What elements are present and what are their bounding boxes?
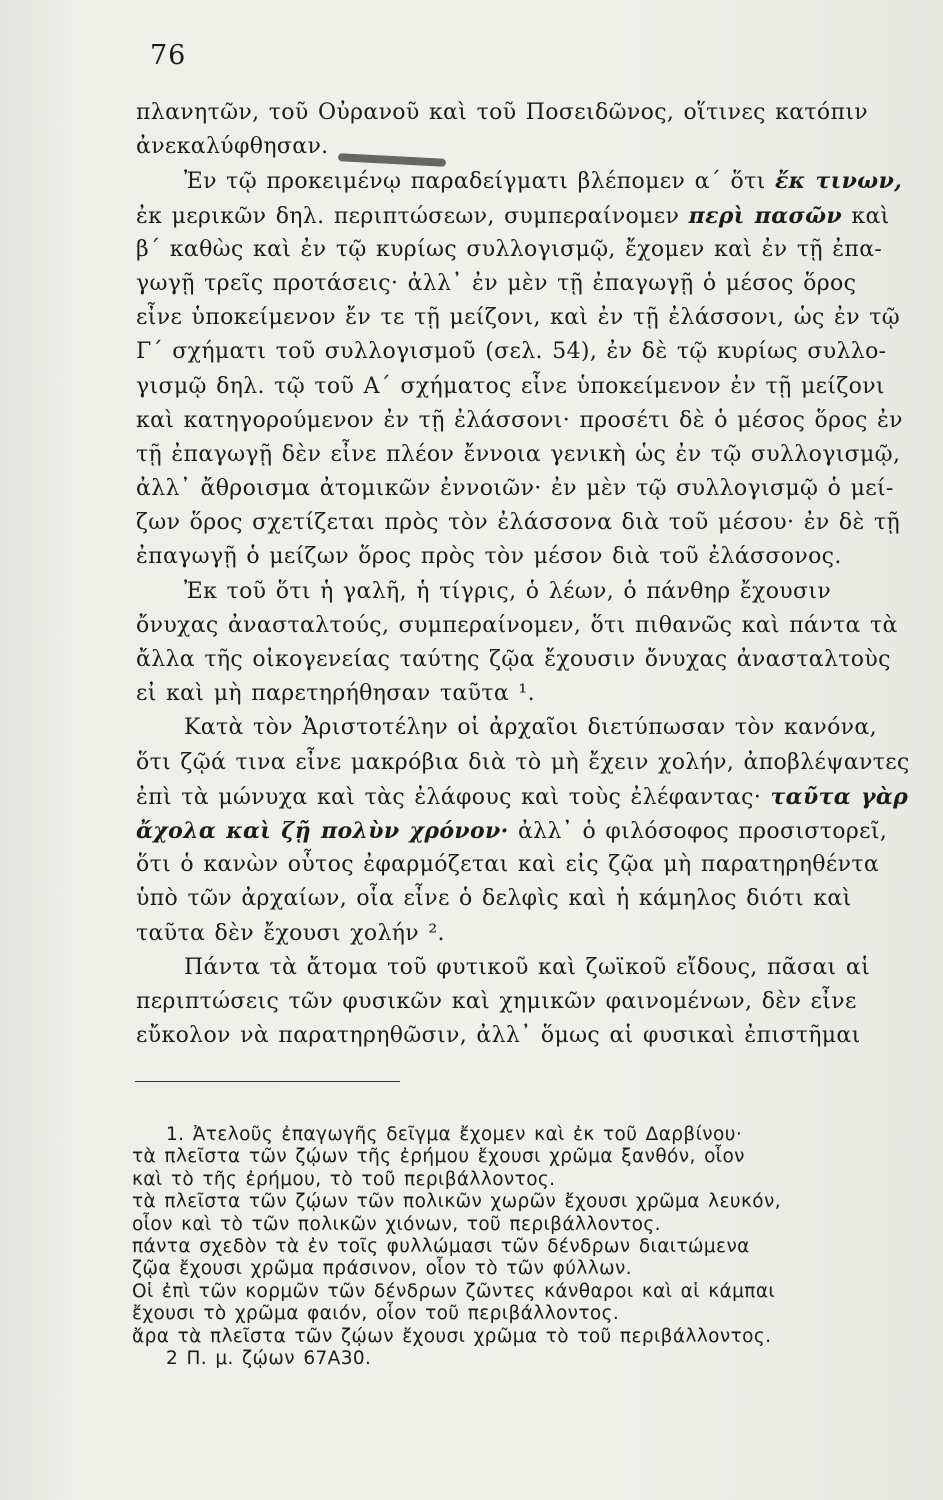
footnote-line: ζῷα ἔχουσι χρῶμα πράσινον, οἷον τὸ τῶν φύλλων.: [132, 1258, 632, 1280]
text-line: καὶ κατηγορούμενον ἐν τῇ ἐλάσσονι· προσέτι δὲ ὁ μέσος ὅρος ἐν: [136, 407, 903, 433]
text-line: εὔκολον νὰ παρατηρηθῶσιν, ἀλλ᾽ ὅμως αἱ φυσικαὶ ἐπιστῆμαι: [136, 1023, 861, 1049]
text-line: β΄ καθὼς καὶ ἐν τῷ κυρίως συλλογισμῷ, ἔχομεν καὶ ἐν τῇ ἐπα-: [136, 236, 883, 262]
text-span: Ἐν τῷ προκειμένῳ παραδείγματι βλέπομεν α΄ ὅτι: [184, 169, 766, 195]
text-line: Κατὰ τὸν Ἀριστοτέλην οἱ ἀρχαῖοι διετύπωσαν τὸν κανόνα,: [184, 715, 877, 741]
text-line: εἰ καὶ μὴ παρετηρήθησαν ταῦτα ¹.: [136, 681, 535, 707]
text-line: ὑπὸ τῶν ἀρχαίων, οἷα εἶνε ὁ δελφὶς καὶ ἡ κάμηλος διότι καὶ: [136, 886, 852, 912]
text-line: γισμῷ δηλ. τῷ τοῦ Α΄ σχήματος εἶνε ὑποκείμενον ἐν τῇ μείζονι: [136, 373, 885, 399]
footnote-line: τὰ πλεῖστα τῶν ζῴων τῶν πολικῶν χωρῶν ἔχουσι χρῶμα λευκόν,: [132, 1191, 781, 1213]
text-line: Γ΄ σχήματι τοῦ συλλογισμοῦ (σελ. 54), ἐν δὲ τῷ κυρίως συλλο-: [136, 339, 887, 365]
emphasis-text: ἄχολα καὶ ζῇ πολὺν χρόνον·: [136, 817, 509, 844]
main-text: [136, 96, 910, 1053]
footnote-line: τὰ πλεῖστα τῶν ζῴων τῆς ἐρήμου ἔχουσι χρῶμα ξανθόν, οἷον: [132, 1146, 745, 1168]
text-line: ζων ὅρος σχετίζεται πρὸς τὸν ἐλάσσονα διὰ τοῦ μέσου· ἐν δὲ τῇ: [136, 510, 901, 536]
footnote-line: ἄρα τὰ πλεῖστα τῶν ζῴων ἔχουσι χρῶμα τὸ τοῦ περιβάλλοντος.: [132, 1325, 772, 1347]
text-line: ἀνεκαλύφθησαν.: [136, 134, 329, 160]
text-line: εἶνε ὑποκείμενον ἔν τε τῇ μείζονι, καὶ ἐν τῇ ἐλάσσονι, ὡς ἐν τῷ: [136, 305, 901, 331]
text-span: ἐπὶ τὰ μώνυχα καὶ τὰς ἐλάφους καὶ τοὺς ἐλέφαντας·: [136, 784, 762, 810]
text-line: ὅτι ζῷά τινα εἶνε μακρόβια διὰ τὸ μὴ ἔχειν χολήν, ἀποβλέψαντες: [136, 749, 910, 775]
footnote-line: Οἱ ἐπὶ τῶν κορμῶν τῶν δένδρων ζῶντες κάνθαροι καὶ αἱ κάμπαι: [132, 1280, 776, 1302]
text-span: ἀλλ᾽ ὁ φιλόσοφος προσιστορεῖ,: [517, 818, 888, 844]
footnote-line: ἔχουσι τὸ χρῶμα φαιόν, οἷον τοῦ περιβάλλοντος.: [132, 1303, 620, 1325]
footnote-line: 2 Π. μ. ζῴων 67Α30.: [166, 1347, 372, 1369]
page-number: 76: [150, 40, 187, 71]
text-line: Ἐκ τοῦ ὅτι ἡ γαλῆ, ἡ τίγρις, ὁ λέων, ὁ πάνθηρ ἔχουσιν: [184, 578, 832, 604]
text-line: γωγῇ τρεῖς προτάσεις· ἀλλ᾽ ἐν μὲν τῇ ἐπαγωγῇ ὁ μέσος ὅρος: [136, 270, 857, 296]
emphasis-text: ταῦτα γὰρ: [770, 783, 909, 810]
text-line: πλανητῶν, τοῦ Οὐρανοῦ καὶ τοῦ Ποσειδῶνος, οἵτινες κατόπιν: [136, 100, 869, 125]
text-line: περιπτώσεις τῶν φυσικῶν καὶ χημικῶν φαινομένων, δὲν εἶνε: [136, 988, 857, 1014]
footnote-separator: [135, 1081, 400, 1082]
emphasis-text: ἔκ τινων,: [774, 168, 903, 195]
text-line: Πάντα τὰ ἄτομα τοῦ φυτικοῦ καὶ ζωϊκοῦ εἴδους, πᾶσαι αἱ: [184, 954, 871, 980]
text-span: ἐκ μερικῶν δηλ. περιπτώσεων, συμπεραίνομεν: [136, 203, 680, 229]
text-line: ἄλλα τῆς οἰκογενείας ταύτης ζῷα ἔχουσιν ὄνυχας ἀνασταλτοὺς: [136, 647, 891, 672]
text-line: [136, 814, 888, 848]
text-line: [136, 780, 909, 814]
text-line: τῇ ἐπαγωγῇ δὲν εἶνε πλέον ἔννοια γενικὴ ὡς ἐν τῷ συλλογισμῷ,: [136, 441, 901, 467]
footnote-line: 1. Ἀτελοῦς ἐπαγωγῆς δεῖγμα ἔχομεν καὶ ἐκ τοῦ Δαρβίνου·: [166, 1124, 743, 1145]
footnotes: [132, 1124, 882, 1370]
text-line: ἀλλ᾽ ἄθροισμα ἀτομικῶν ἐννοιῶν· ἐν μὲν τῷ συλλογισμῷ ὁ μεί-: [136, 476, 894, 502]
text-span: καὶ: [851, 203, 890, 229]
text-line: [136, 164, 903, 198]
text-line: ὅτι ὁ κανὼν οὗτος ἐφαρμόζεται καὶ εἰς ζῷα μὴ παρατηρηθέντα: [136, 852, 880, 878]
text-line: ὄνυχας ἀνασταλτούς, συμπεραίνομεν, ὅτι πιθανῶς καὶ πάντα τὰ: [136, 612, 898, 638]
footnote-line: καὶ τὸ τῆς ἐρήμου, τὸ τοῦ περιβάλλοντος.: [132, 1168, 556, 1190]
emphasis-text: περὶ πασῶν: [688, 202, 843, 229]
text-line: [136, 199, 890, 233]
footnote-line: πάντα σχεδὸν τὰ ἐν τοῖς φυλλώμασι τῶν δένδρων διαιτώμενα: [132, 1235, 750, 1257]
text-line: ταῦτα δὲν ἔχουσι χολήν ².: [136, 920, 445, 946]
footnote-line: οἷον καὶ τὸ τῶν πολικῶν χιόνων, τοῦ περιβάλλοντος.: [132, 1213, 661, 1235]
text-line: ἐπαγωγῇ ὁ μείζων ὅρος πρὸς τὸν μέσον διὰ τοῦ ἐλάσσονος.: [136, 544, 842, 570]
